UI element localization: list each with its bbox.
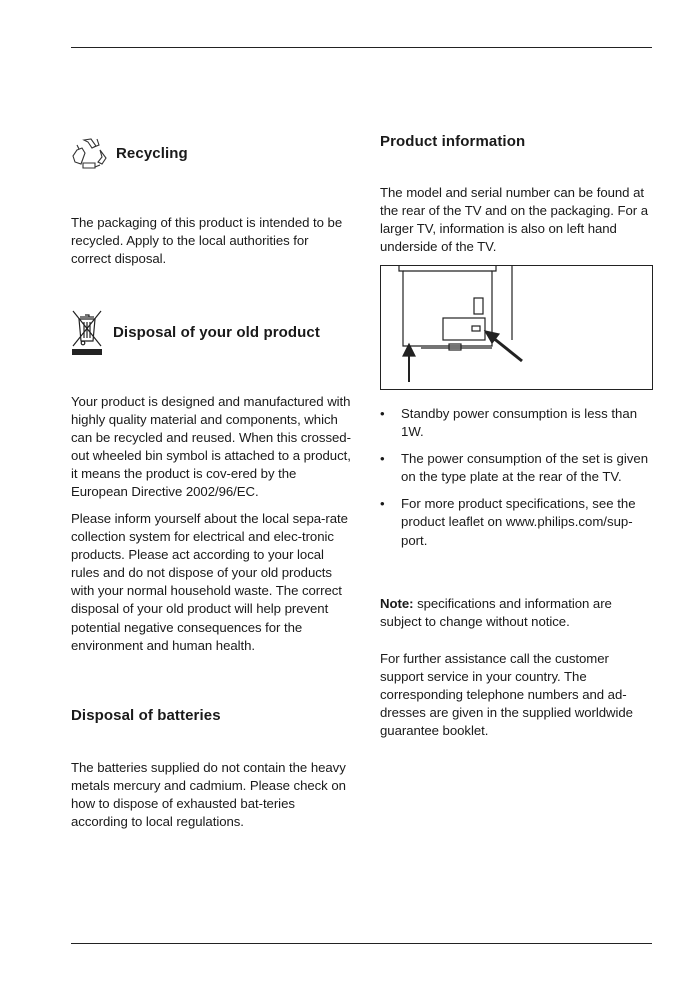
tv-rear-illustration bbox=[380, 265, 653, 390]
list-item: • The power consumption of the set is given on the type plate at the rear of the TV. bbox=[380, 451, 649, 485]
disposal-batteries-text: The batteries supplied do not contain the heavy metals mercury and cadmium. Please check on how to dispose of exhausted bat-teries according to local regulations. bbox=[71, 760, 346, 830]
specs-list bbox=[380, 405, 652, 559]
bottom-rule bbox=[71, 943, 652, 944]
top-rule bbox=[71, 47, 652, 48]
recycling-text: The packaging of this product is intended to be recycled. Apply to the local authorities for correct disposal. bbox=[71, 215, 343, 267]
disposal-product-heading: Disposal of your old product bbox=[113, 324, 320, 341]
assistance-text: For further assistance call the customer support service in your country. The corresponding telephone numbers and ad-dresses are given in the supplied worldwide guarantee booklet. bbox=[380, 651, 633, 739]
product-information-heading: Product information bbox=[380, 133, 526, 150]
recycling-heading: Recycling bbox=[116, 145, 188, 162]
list-item: • For more product specifications, see the product leaflet on www.philips.com/sup-port. bbox=[380, 496, 636, 548]
product-information-text: The model and serial number can be found at the rear of the TV and on the packaging. For a larger TV, information is also on left hand underside of the TV. bbox=[380, 185, 648, 255]
note-paragraph bbox=[380, 595, 650, 631]
note-label: Note: bbox=[380, 596, 414, 611]
disposal-product-text-1: Your product is designed and manufactured with highly quality material and components, which can be recycled and reused. When this crossed-out wheeled bin symbol is attached to a product, it means the product is cov-ered by the European Directive 2002/96/EC. bbox=[71, 394, 351, 500]
list-item: • Standby power consumption is less than 1W. bbox=[380, 406, 638, 440]
disposal-batteries-heading: Disposal of batteries bbox=[71, 707, 221, 724]
disposal-product-text-2: Please inform yourself about the local sepa-rate collection system for electrical and elec-tronic products. Please act according to your local rules and do not dispose of your old products with your normal household waste. The correct disposal of your old product will help prevent potential negative consequences for the environment and human health. bbox=[71, 511, 348, 653]
recycle-icon bbox=[71, 136, 109, 172]
crossed-out-wheeled-bin-icon bbox=[71, 309, 103, 357]
note-text: specifications and information are subject to change without notice. bbox=[380, 596, 612, 630]
